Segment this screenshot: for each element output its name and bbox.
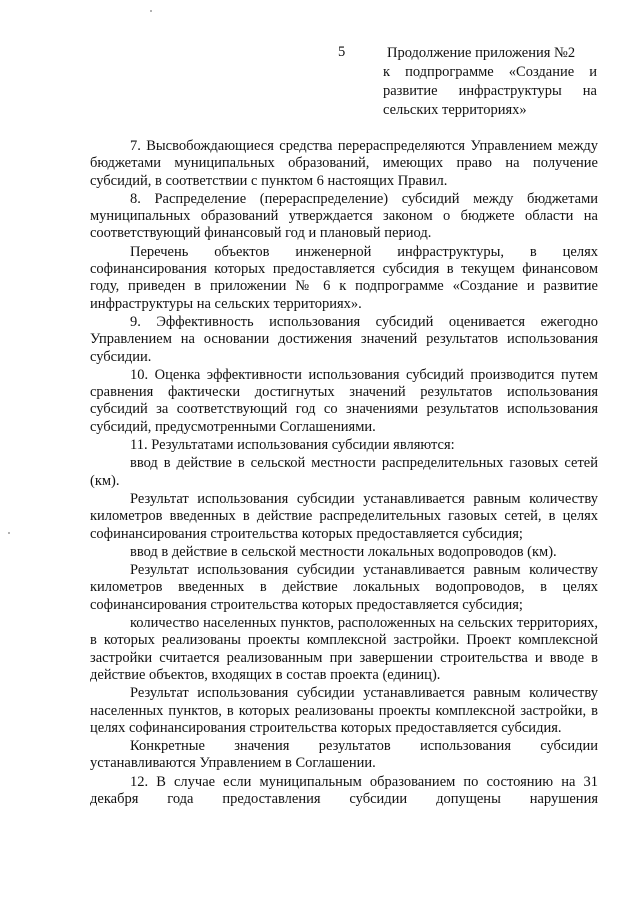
paragraph-gas-result: Результат использования субсидии устанавливается равным количеству километров введенных в действие распределительных газовых сетей, в целях софинансирования строительства которых предоставляется субсидия;	[90, 490, 598, 542]
appendix-header-line: развитие инфраструктуры на	[383, 83, 597, 99]
paragraph-object-list: Перечень объектов инженерной инфраструктуры, в целях софинансирования которых предоставляется субсидия в текущем финансовом году, приведен в приложении № 6 к подпрограмме «Создание и развитие инфраструктуры на сельских территориях».	[90, 243, 598, 312]
paragraph-specific-values: Конкретные значения результатов использования субсидии устанавливаются Управлением в Соглашении.	[90, 738, 598, 772]
paragraph-12: 12. В случае если муниципальным образованием по состоянию на 31 декабря года предоставления субсидии допущены нарушения	[90, 773, 598, 807]
paragraph-gas-networks: ввод в действие в сельской местности распределительных газовых сетей (км).	[90, 455, 598, 489]
appendix-header	[383, 44, 597, 120]
document-body	[90, 138, 598, 808]
paragraph-10: 10. Оценка эффективности использования субсидий производится путем сравнения фактически достигнутых значений результатов использования субсидий за соответствующий год со значениями результатов использования субсидий, предусмотренными Соглашениями.	[90, 366, 598, 435]
paragraph-water-supply: ввод в действие в сельской местности локальных водопроводов (км).	[130, 543, 557, 560]
scan-speck	[8, 532, 10, 534]
paragraph-settlements-result: Результат использования субсидии устанавливается равным количеству населенных пунктов, в которых реализованы проекты комплексной застройки, в целях софинансирования строительства которых предоставляется субсидия.	[90, 685, 598, 736]
paragraph-settlements: количество населенных пунктов, расположенных на сельских территориях, в которых реализованы проекты комплексной застройки. Проект комплексной застройки считается реализованным при завершении строительства и вводе в действие объектов, входящих в состав проекта (единиц).	[90, 615, 598, 683]
paragraph-water-result: Результат использования субсидии устанавливается равным количеству километров введенных в действие локальных водопроводов, в целях софинансирования строительства которых предоставляется субсидия;	[90, 562, 598, 613]
paragraph-9: 9. Эффективность использования субсидий оценивается ежегодно Управлением на основании достижения значений результатов использования субсидии.	[90, 313, 598, 365]
appendix-header-line: сельских территориях»	[383, 102, 527, 118]
paragraph-7: 7. Высвобождающиеся средства перераспределяются Управлением между бюджетами муниципальных образований, имеющих право на получение субсидий, в соответствии с пунктом 6 настоящих Правил.	[90, 138, 598, 189]
page-number: 5	[338, 44, 346, 60]
scan-speck	[150, 10, 152, 12]
appendix-header-line: к подпрограмме «Создание и	[383, 64, 597, 80]
paragraph-11: 11. Результатами использования субсидии являются:	[130, 437, 455, 454]
paragraph-8: 8. Распределение (перераспределение) субсидий между бюджетами муниципальных образований утверждается законом о бюджете области на соответствующий финансовый год и плановый период.	[90, 190, 598, 242]
appendix-header-line: Продолжение приложения №2	[387, 45, 576, 61]
